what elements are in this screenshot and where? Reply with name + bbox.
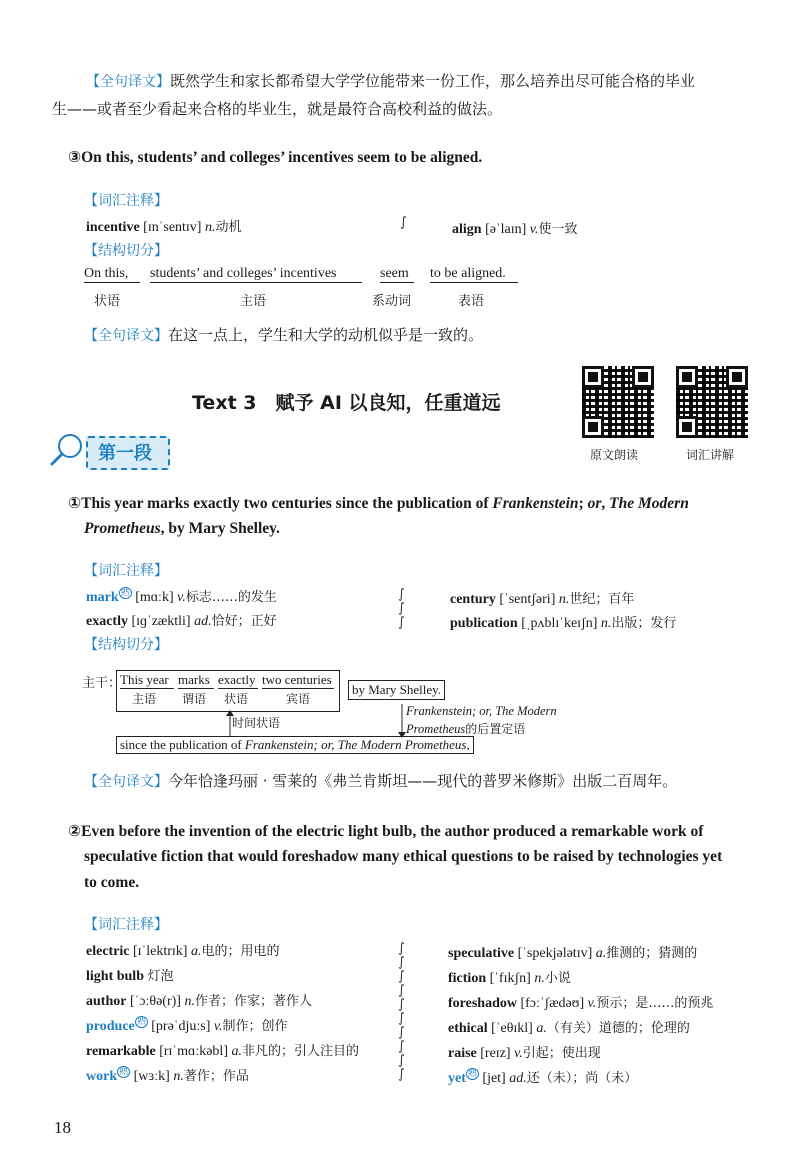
- structure-tag: 【结构切分】: [84, 243, 168, 259]
- segment-label: 状语: [94, 294, 121, 309]
- segment: seem: [380, 266, 414, 283]
- translation-line: 【全句译文】在这一点上，学生和大学的动机似乎是一致的。: [84, 326, 484, 344]
- segment-label: 系动词: [372, 294, 412, 309]
- by-box: by Mary Shelley.: [348, 680, 445, 700]
- vocab-entry: author [ˈɔːθə(r)] n.作者；作家；著作人: [86, 994, 312, 1009]
- structure-tag: 【结构切分】: [84, 637, 168, 653]
- segment: students’ and colleges’ incentives: [150, 266, 362, 283]
- vocab-tag: 【词汇注释】: [84, 193, 168, 209]
- segment: On this,: [84, 266, 140, 283]
- vocab-tag: 【词汇注释】: [84, 563, 168, 579]
- wave-divider: ∫ ∫ ∫ ∫ ∫ ∫ ∫ ∫ ∫ ∫: [398, 941, 405, 1082]
- segment-label: 主语: [240, 294, 267, 309]
- vocab-entry: produce $^熟$ [prəˈdjuːs] v.制作；创作: [86, 1017, 288, 1034]
- vocab-entry: incentive [ɪnˈsentɪv] n.动机: [86, 220, 242, 235]
- vocab-entry: remarkable [rɪˈmɑːkəbl] a.非凡的；引人注目的: [86, 1044, 359, 1059]
- sentence-2-line3: to come.: [84, 874, 140, 891]
- segment: to be aligned.: [430, 266, 518, 283]
- sentence-1-line2: Prometheus, by Mary Shelley.: [84, 520, 280, 537]
- vocab-entry: fiction [ˈfɪkʃn] n.小说: [448, 971, 571, 986]
- vocab-entry: exactly [ɪɡˈzæktli] ad.恰好；正好: [86, 614, 277, 629]
- vocab-entry: ethical [ˈeθɪkl] a.（有关）道德的；伦理的: [448, 1021, 690, 1036]
- vocab-entry: publication [ˌpʌblɪˈkeɪʃn] n.出版；发行: [450, 616, 677, 631]
- sentence-1-line1: ①This year marks exactly two centuries since the publication of Frankenstein; or, The Modern: [68, 494, 689, 512]
- segment: marks: [178, 672, 214, 689]
- segment: exactly: [218, 672, 258, 689]
- qr-label: 原文朗读: [590, 448, 639, 462]
- vocab-tag: 【词汇注释】: [84, 917, 168, 933]
- segment-label: 谓语: [182, 692, 207, 706]
- vocab-entry: speculative [ˈspekjələtɪv] a.推测的；猜测的: [448, 946, 698, 961]
- qr-code-vocab[interactable]: [676, 366, 748, 438]
- top-translation-line1: 【全句译文】既然学生和家长都希望大学学位能带来一份工作，那么培养出尽可能合格的毕业: [86, 72, 696, 90]
- postmod-label-2: Prometheus的后置定语: [406, 722, 526, 736]
- vocab-entry: align [əˈlaɪn] v.使一致: [452, 222, 578, 237]
- qr-label: 词汇讲解: [686, 448, 735, 462]
- text-title: Text 3 赋予 AI 以良知，任重道远: [192, 392, 501, 414]
- sentence-2-line1: ②Even before the invention of the electric light bulb, the author produced a remarkable work of: [68, 822, 704, 840]
- trunk-label: 主干：: [82, 676, 122, 691]
- vocab-entry: mark $^熟$ [mɑːk] v.标志……的发生: [86, 588, 277, 605]
- vocab-entry: raise [reɪz] v.引起；使出现: [448, 1046, 601, 1061]
- vocab-entry: light bulb 灯泡: [86, 969, 174, 984]
- postmod-label-1: Frankenstein; or, The Modern: [406, 704, 557, 718]
- segment-label: 表语: [458, 294, 485, 309]
- qr-code-reading[interactable]: [582, 366, 654, 438]
- sentence-2-line2: speculative fiction that would foreshadow many ethical questions to be raised by technologies yet: [84, 848, 723, 865]
- since-box: since the publication of Frankenstein; or, The Modern Prometheus,: [116, 736, 474, 754]
- vocab-entry: foreshadow [fɔːˈʃædəʊ] v.预示；是……的预兆: [448, 996, 714, 1011]
- segment-label: 状语: [224, 692, 249, 706]
- vocab-entry: work $^熟$ [wɜːk] n.著作；作品: [86, 1067, 249, 1084]
- vocab-entry: century [ˈsentʃəri] n.世纪；百年: [450, 592, 635, 607]
- vocab-entry: yet $^熟$ [jet] ad.还（未）；尚（未）: [448, 1069, 638, 1086]
- vocab-entry: electric [ɪˈlektrɪk] a.电的；用电的: [86, 944, 280, 959]
- page-number: 18: [54, 1118, 71, 1137]
- segment: two centuries: [262, 672, 334, 689]
- sentence-3: ③On this, students’ and colleges’ incentives seem to be aligned.: [68, 148, 483, 166]
- top-translation-line2: 生——或者至少看起来合格的毕业生，就是最符合高校利益的做法。: [52, 100, 503, 118]
- segment-label: 主语: [132, 692, 157, 706]
- wave-divider: ∫: [400, 215, 407, 230]
- translation-tag: 【全句译文】: [86, 74, 170, 90]
- translation-line: 【全句译文】今年恰逢玛丽 · 雪莱的《弗兰肯斯坦——现代的普罗米修斯》出版二百周年。: [84, 772, 678, 790]
- paragraph-label: 第一段: [98, 443, 152, 464]
- segment-label: 宾语: [286, 692, 311, 706]
- time-adverbial-label: 时间状语: [232, 716, 281, 730]
- magnifier-icon: [46, 430, 86, 470]
- wave-divider: ∫ ∫ ∫: [398, 587, 405, 630]
- segment: This year: [120, 672, 174, 689]
